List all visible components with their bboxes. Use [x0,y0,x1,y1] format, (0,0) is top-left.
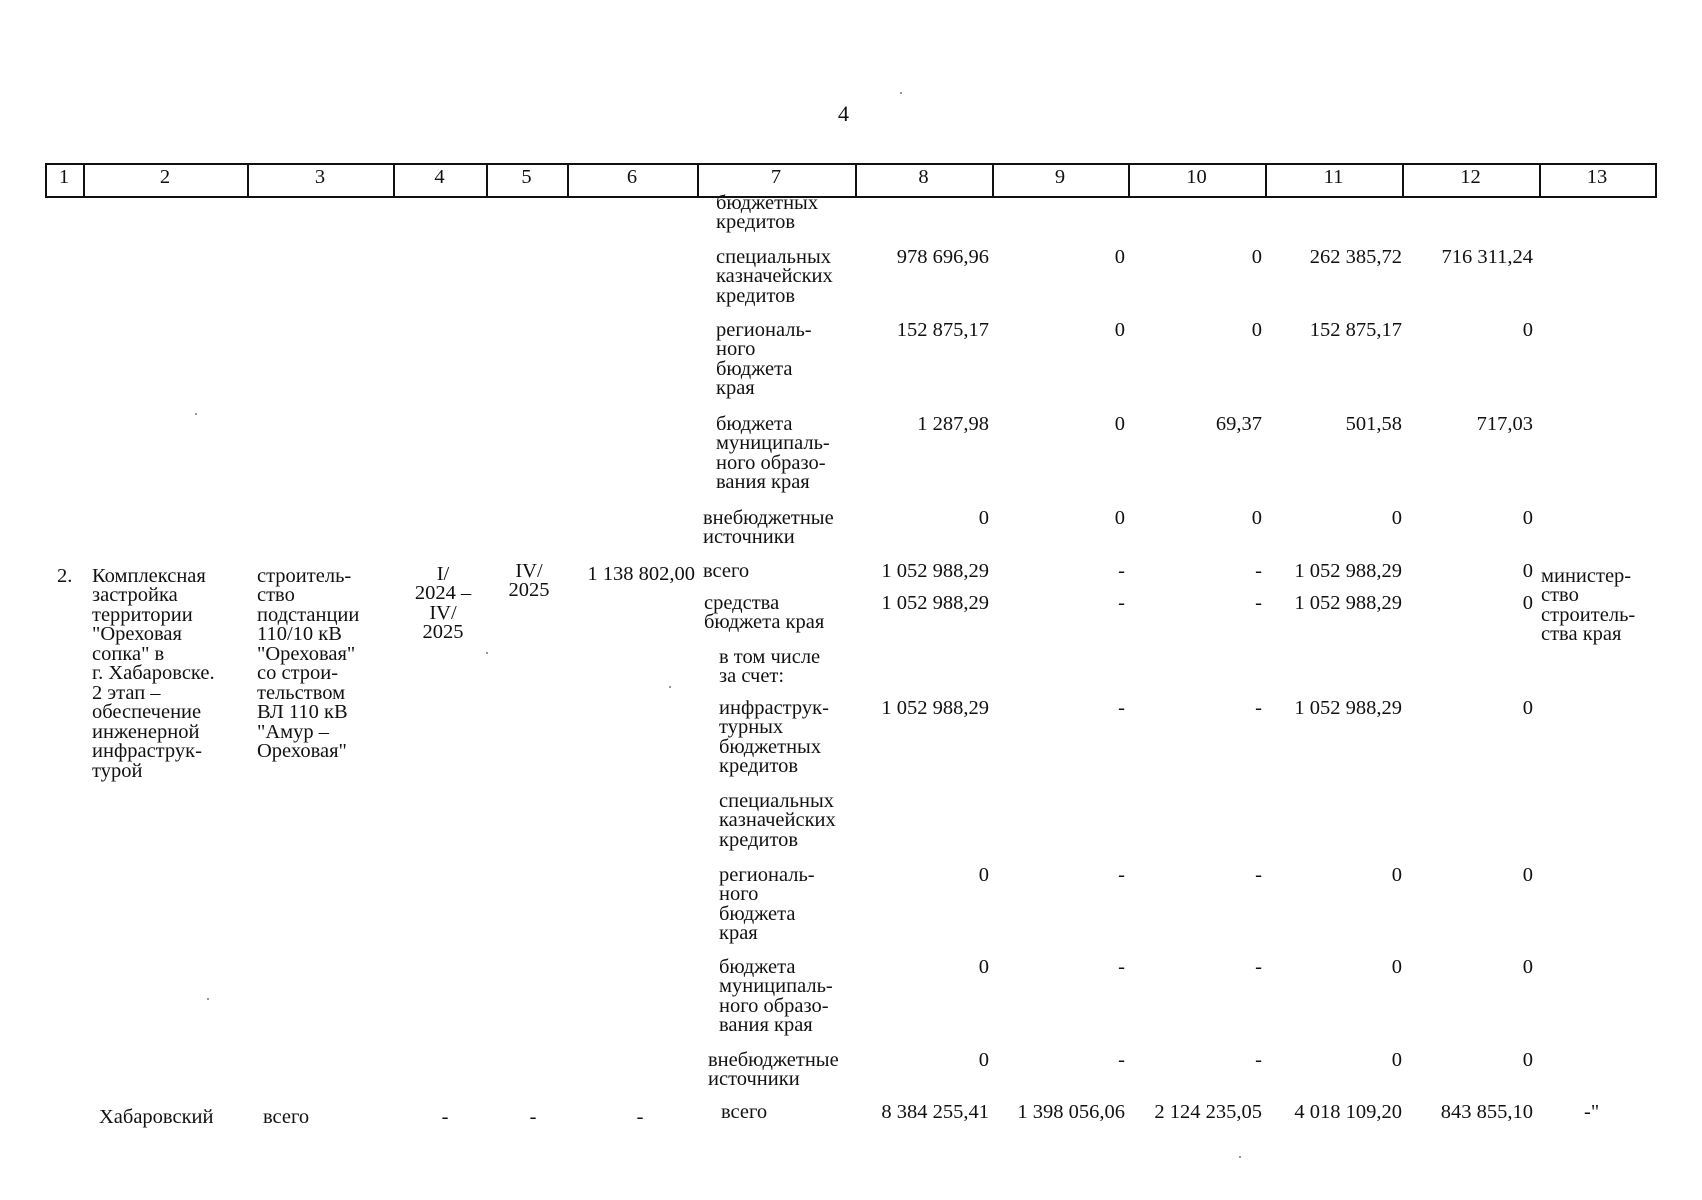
total-col7: всего [721,1101,768,1123]
column-header-7: 7 [770,166,782,188]
funding-source-label: специальных казначейских кредитов [716,246,833,307]
scan-speck [207,998,209,1000]
value-col-9: - [1118,956,1125,978]
value-col-12: 0 [1522,319,1533,341]
district-name: Хабаровский [99,1106,214,1128]
value-col-12: 716 311,24 [1441,246,1533,268]
header-column-divider [1655,163,1657,198]
item-number: 2. [57,565,73,587]
value-col-10: - [1255,956,1262,978]
header-bottom-border [45,196,1655,198]
total-value-col-9: 1 398 056,06 [1017,1101,1125,1123]
value-col-8: 1 052 988,29 [881,592,989,614]
value-col-10: - [1255,864,1262,886]
total-col4: - [441,1106,449,1128]
value-col-8: 0 [978,507,989,529]
value-col-12: 0 [1522,697,1533,719]
column-header-2: 2 [159,166,171,188]
value-col-11: 152 875,17 [1309,319,1402,341]
scan-speck [669,686,671,688]
scan-speck [195,413,197,415]
value-col-8: 0 [978,864,989,886]
scan-speck [1239,1156,1241,1158]
value-col-10: 0 [1251,319,1262,341]
value-col-9: 0 [1114,319,1125,341]
activity-description: строитель- ство подстанции 110/10 кВ "Ореховая" со строи- тельством ВЛ 110 кВ "Амур – Ореховая" [257,565,360,763]
column-header-9: 9 [1054,166,1066,188]
total-col3: всего [263,1106,310,1128]
column-header-6: 6 [626,166,638,188]
funding-source-label: бюджета муниципаль- ного образо- вания края [716,413,830,494]
column-header-5: 5 [521,166,532,188]
value-col-11: 0 [1391,956,1402,978]
total-col13: -" [1584,1101,1600,1123]
total-value-col-10: 2 124 235,05 [1154,1101,1262,1123]
value-col-9: - [1118,592,1125,614]
estimated-cost: 1 138 802,00 [587,563,695,585]
funding-source-label: региональ- ного бюджета края [719,864,815,945]
value-col-9: - [1118,560,1125,582]
value-col-11: 1 052 988,29 [1294,592,1402,614]
value-col-10: - [1255,1049,1262,1071]
scan-speck [486,652,488,654]
value-col-9: - [1118,1049,1125,1071]
value-col-12: 717,03 [1476,413,1533,435]
value-col-12: 0 [1522,1049,1533,1071]
total-value-col-11: 4 018 109,20 [1294,1101,1402,1123]
funding-source-label: бюджетных кредитов [716,192,819,234]
column-header-10: 10 [1186,166,1207,188]
value-col-10: 69,37 [1215,413,1262,435]
value-col-11: 262 385,72 [1309,246,1402,268]
column-header-12: 12 [1460,166,1481,188]
header-top-border [45,163,1655,165]
value-col-12: 0 [1522,864,1533,886]
funding-source-label: внебюджетные источники [703,507,834,549]
funding-source-label: внебюджетные источники [708,1049,839,1091]
total-col6: - [636,1106,644,1128]
value-col-11: 0 [1391,864,1402,886]
total-col5: - [529,1106,537,1128]
end-period: IV/ 2025 [508,560,550,602]
value-col-12: 0 [1522,592,1533,614]
value-col-11: 0 [1391,507,1402,529]
value-col-9: - [1118,697,1125,719]
total-value-col-8: 8 384 255,41 [881,1101,989,1123]
value-col-10: 0 [1251,246,1262,268]
value-col-10: - [1255,560,1262,582]
value-col-9: 0 [1114,413,1125,435]
value-col-8: 0 [978,1049,989,1071]
value-col-10: - [1255,592,1262,614]
column-header-1: 1 [58,166,70,188]
value-col-10: 0 [1251,507,1262,529]
value-col-8: 1 287,98 [917,413,989,435]
column-header-13: 13 [1586,166,1608,188]
value-col-9: 0 [1114,507,1125,529]
start-period: I/ 2024 – IV/ 2025 [414,563,472,644]
funding-source-label: бюджета муниципаль- ного образо- вания края [719,956,833,1037]
value-col-8: 0 [978,956,989,978]
value-col-9: - [1118,864,1125,886]
funding-source-label: в том числе за счет: [719,646,821,688]
value-col-8: 1 052 988,29 [881,697,989,719]
column-header-4: 4 [434,166,445,188]
value-col-11: 501,58 [1345,413,1402,435]
value-col-11: 1 052 988,29 [1294,697,1402,719]
column-header-8: 8 [918,166,929,188]
value-col-8: 152 875,17 [896,319,989,341]
value-col-11: 1 052 988,29 [1294,560,1402,582]
column-header-11: 11 [1323,166,1344,188]
value-col-10: - [1255,697,1262,719]
value-col-8: 1 052 988,29 [881,560,989,582]
executor: министер- ство строитель- ства края [1541,565,1636,646]
value-col-12: 0 [1522,507,1533,529]
scan-speck [900,92,902,94]
funding-source-label: средства бюджета края [704,592,825,634]
value-col-11: 0 [1391,1049,1402,1071]
total-value-col-12: 843 855,10 [1440,1101,1533,1123]
funding-source-label: специальных казначейских кредитов [719,790,836,851]
page-number: 4 [838,101,849,126]
object-name: Комплексная застройка территории "Ореховая сопка" в г. Хабаровске. 2 этап – обеспечение инженерной инфраструк- турой [92,565,215,782]
funding-source-label: всего [703,560,750,582]
value-col-12: 0 [1522,560,1533,582]
column-header-3: 3 [314,166,326,188]
funding-source-label: региональ- ного бюджета края [716,319,812,400]
value-col-8: 978 696,96 [896,246,989,268]
funding-source-label: инфраструк- турных бюджетных кредитов [719,697,829,778]
value-col-12: 0 [1522,956,1533,978]
value-col-9: 0 [1114,246,1125,268]
